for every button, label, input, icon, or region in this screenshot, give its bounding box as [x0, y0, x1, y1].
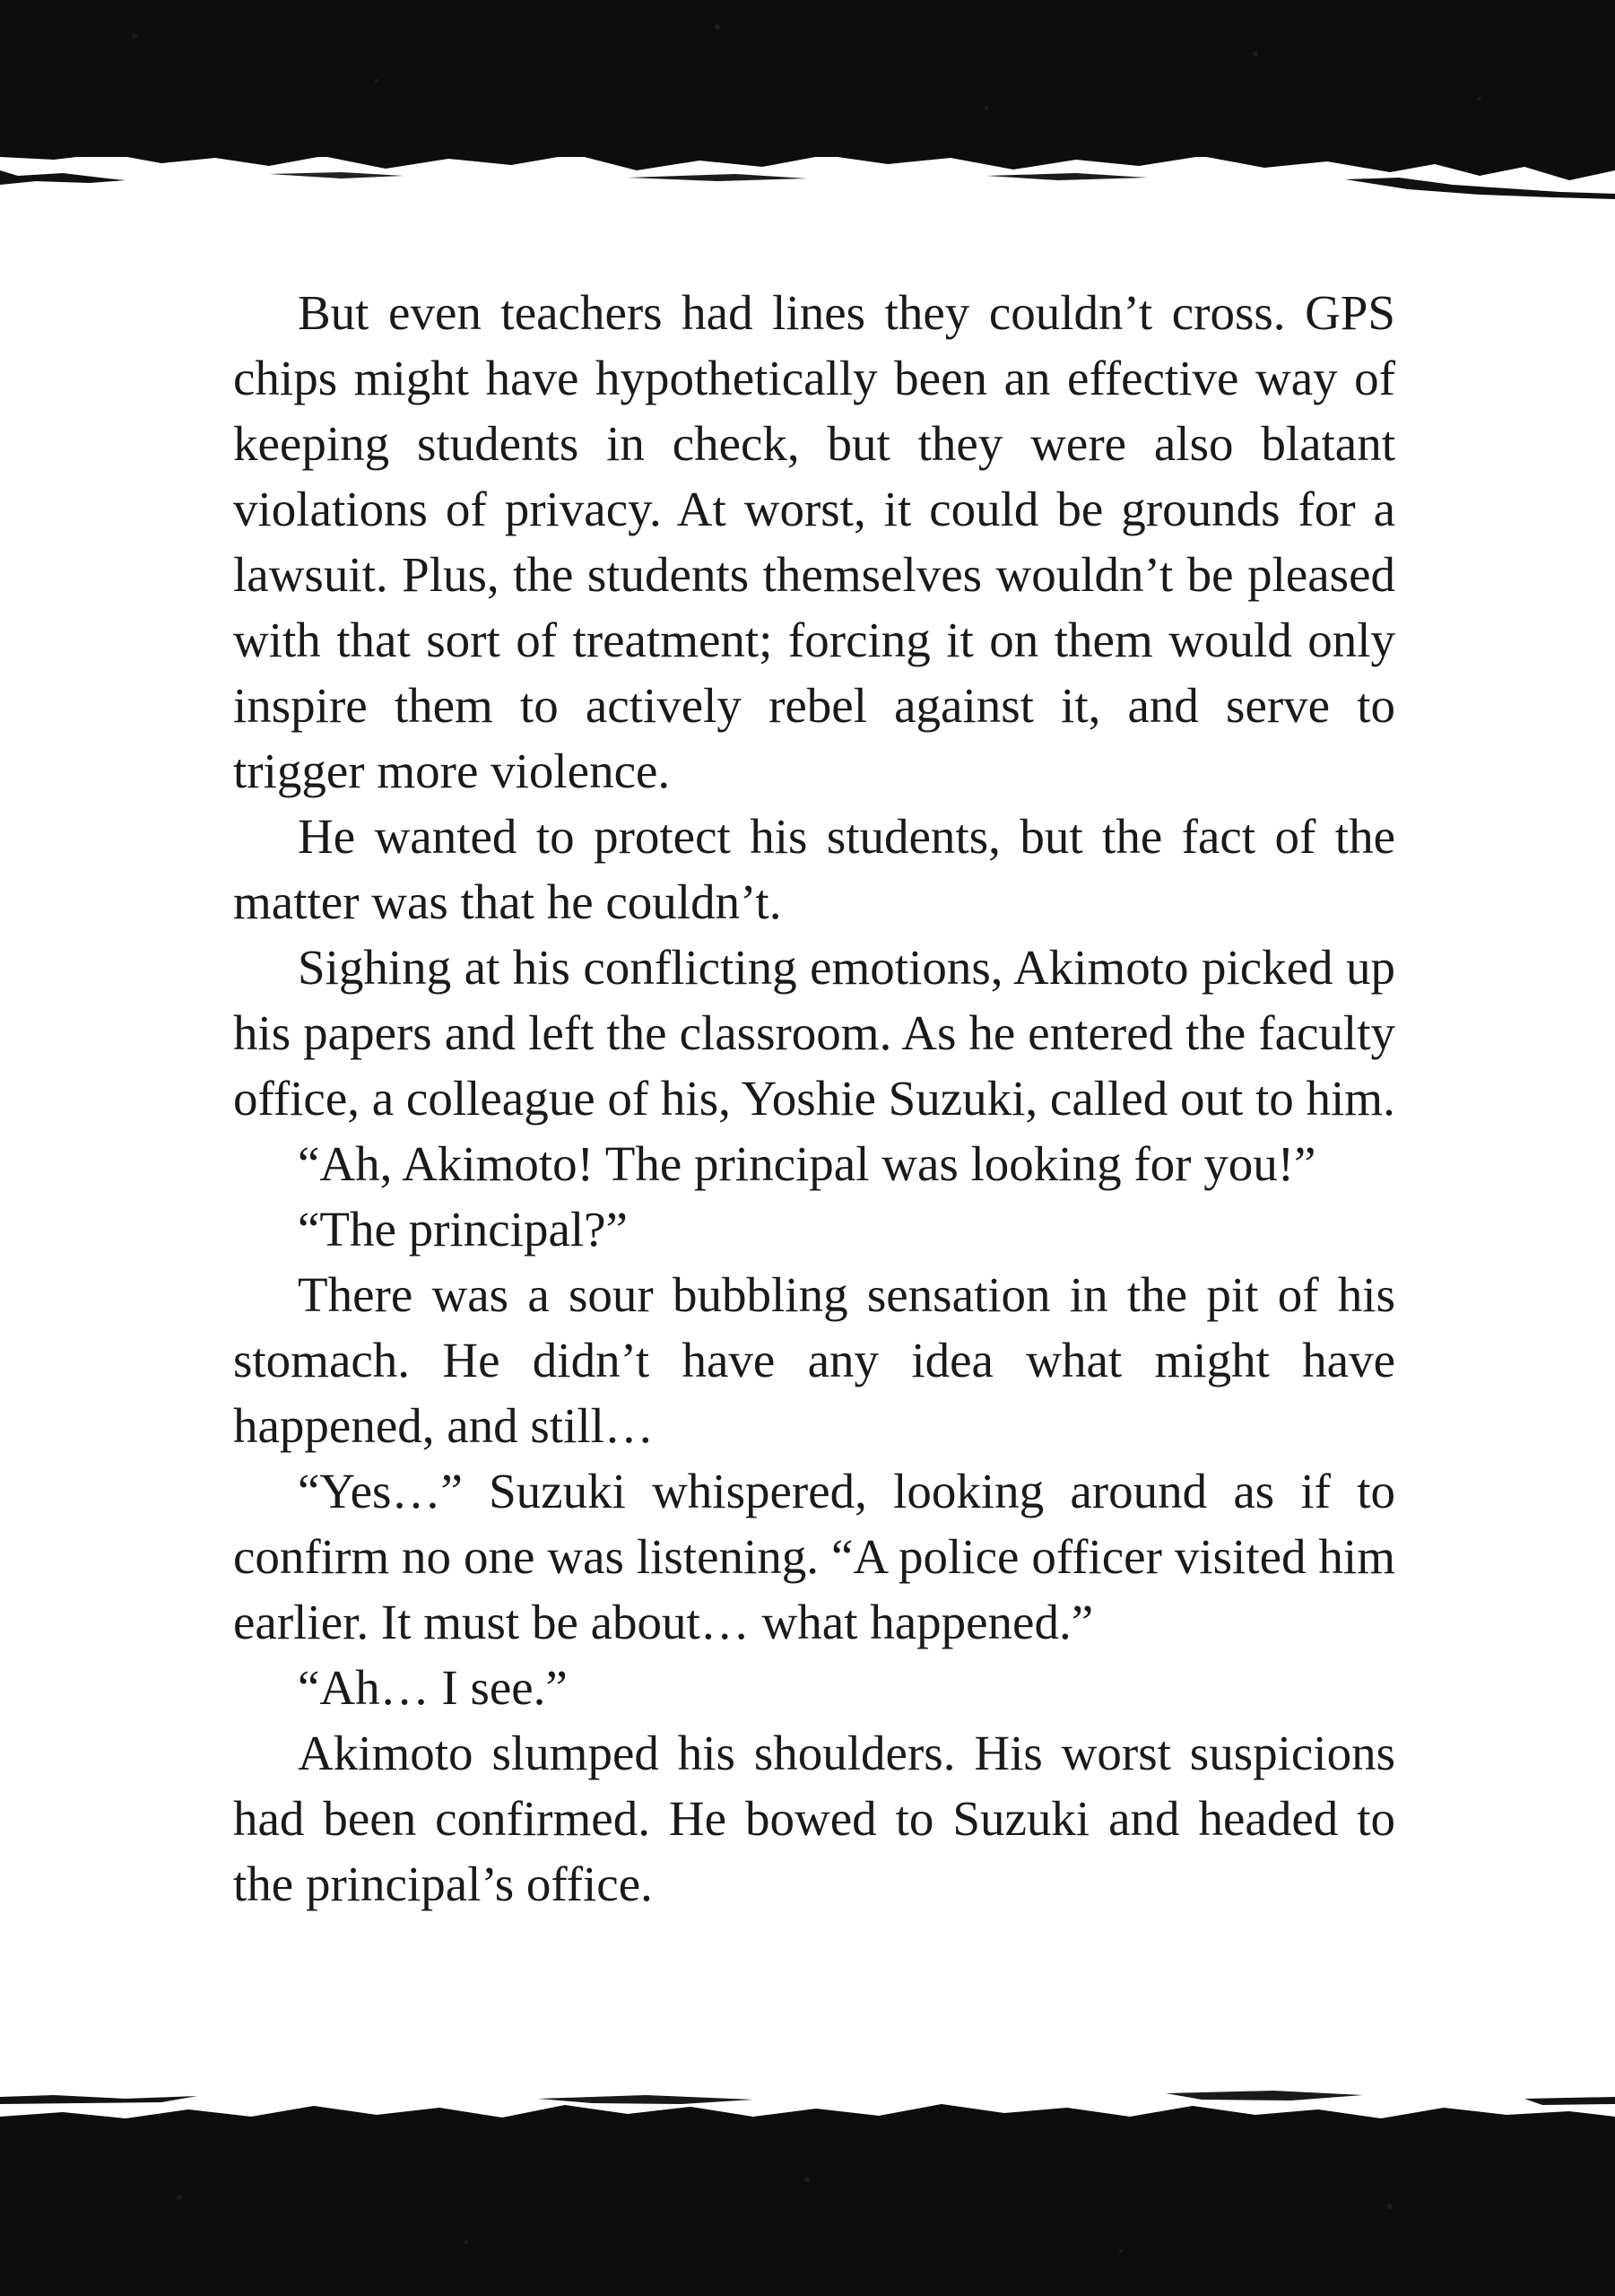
paragraph: Akimoto slumped his shoulders. His worst suspicions had been confirmed. He bowed to Suzuki and headed to the principal’s office. — [233, 1726, 1395, 1911]
page-text — [233, 280, 1395, 1917]
paragraph: But even teachers had lines they couldn’t cross. GPS chips might have hypothetically been an effective way of keeping students in check, but they were also blatant violations of privacy. At worst, it could be grounds for a lawsuit. Plus, the students themselves wouldn’t be pleased with that sort of treatment; forcing it on them would only inspire them to actively rebel against it, and serve to trigger more violence. — [233, 285, 1395, 798]
paragraph: “Ah, Akimoto! The principal was looking for you!” — [298, 1136, 1316, 1191]
paragraph: There was a sour bubbling sensation in the pit of his stomach. He didn’t have any idea what might have happened, and still… — [233, 1267, 1395, 1453]
paragraph: “The principal?” — [298, 1202, 628, 1257]
bottom-ink-border — [0, 2063, 1615, 2296]
top-ink-border — [0, 0, 1615, 215]
paragraph: “Yes…” Suzuki whispered, looking around as if to confirm no one was listening. “A police officer visited him earlier. It must be about… what happened.” — [233, 1464, 1395, 1649]
paragraph: “Ah… I see.” — [298, 1660, 568, 1715]
paragraph: He wanted to protect his students, but the fact of the matter was that he couldn’t. — [233, 809, 1395, 929]
paragraph: Sighing at his conflicting emotions, Akimoto picked up his papers and left the classroom. As he entered the faculty office, a colleague of his, Yoshie Suzuki, called out to him. — [233, 940, 1395, 1126]
